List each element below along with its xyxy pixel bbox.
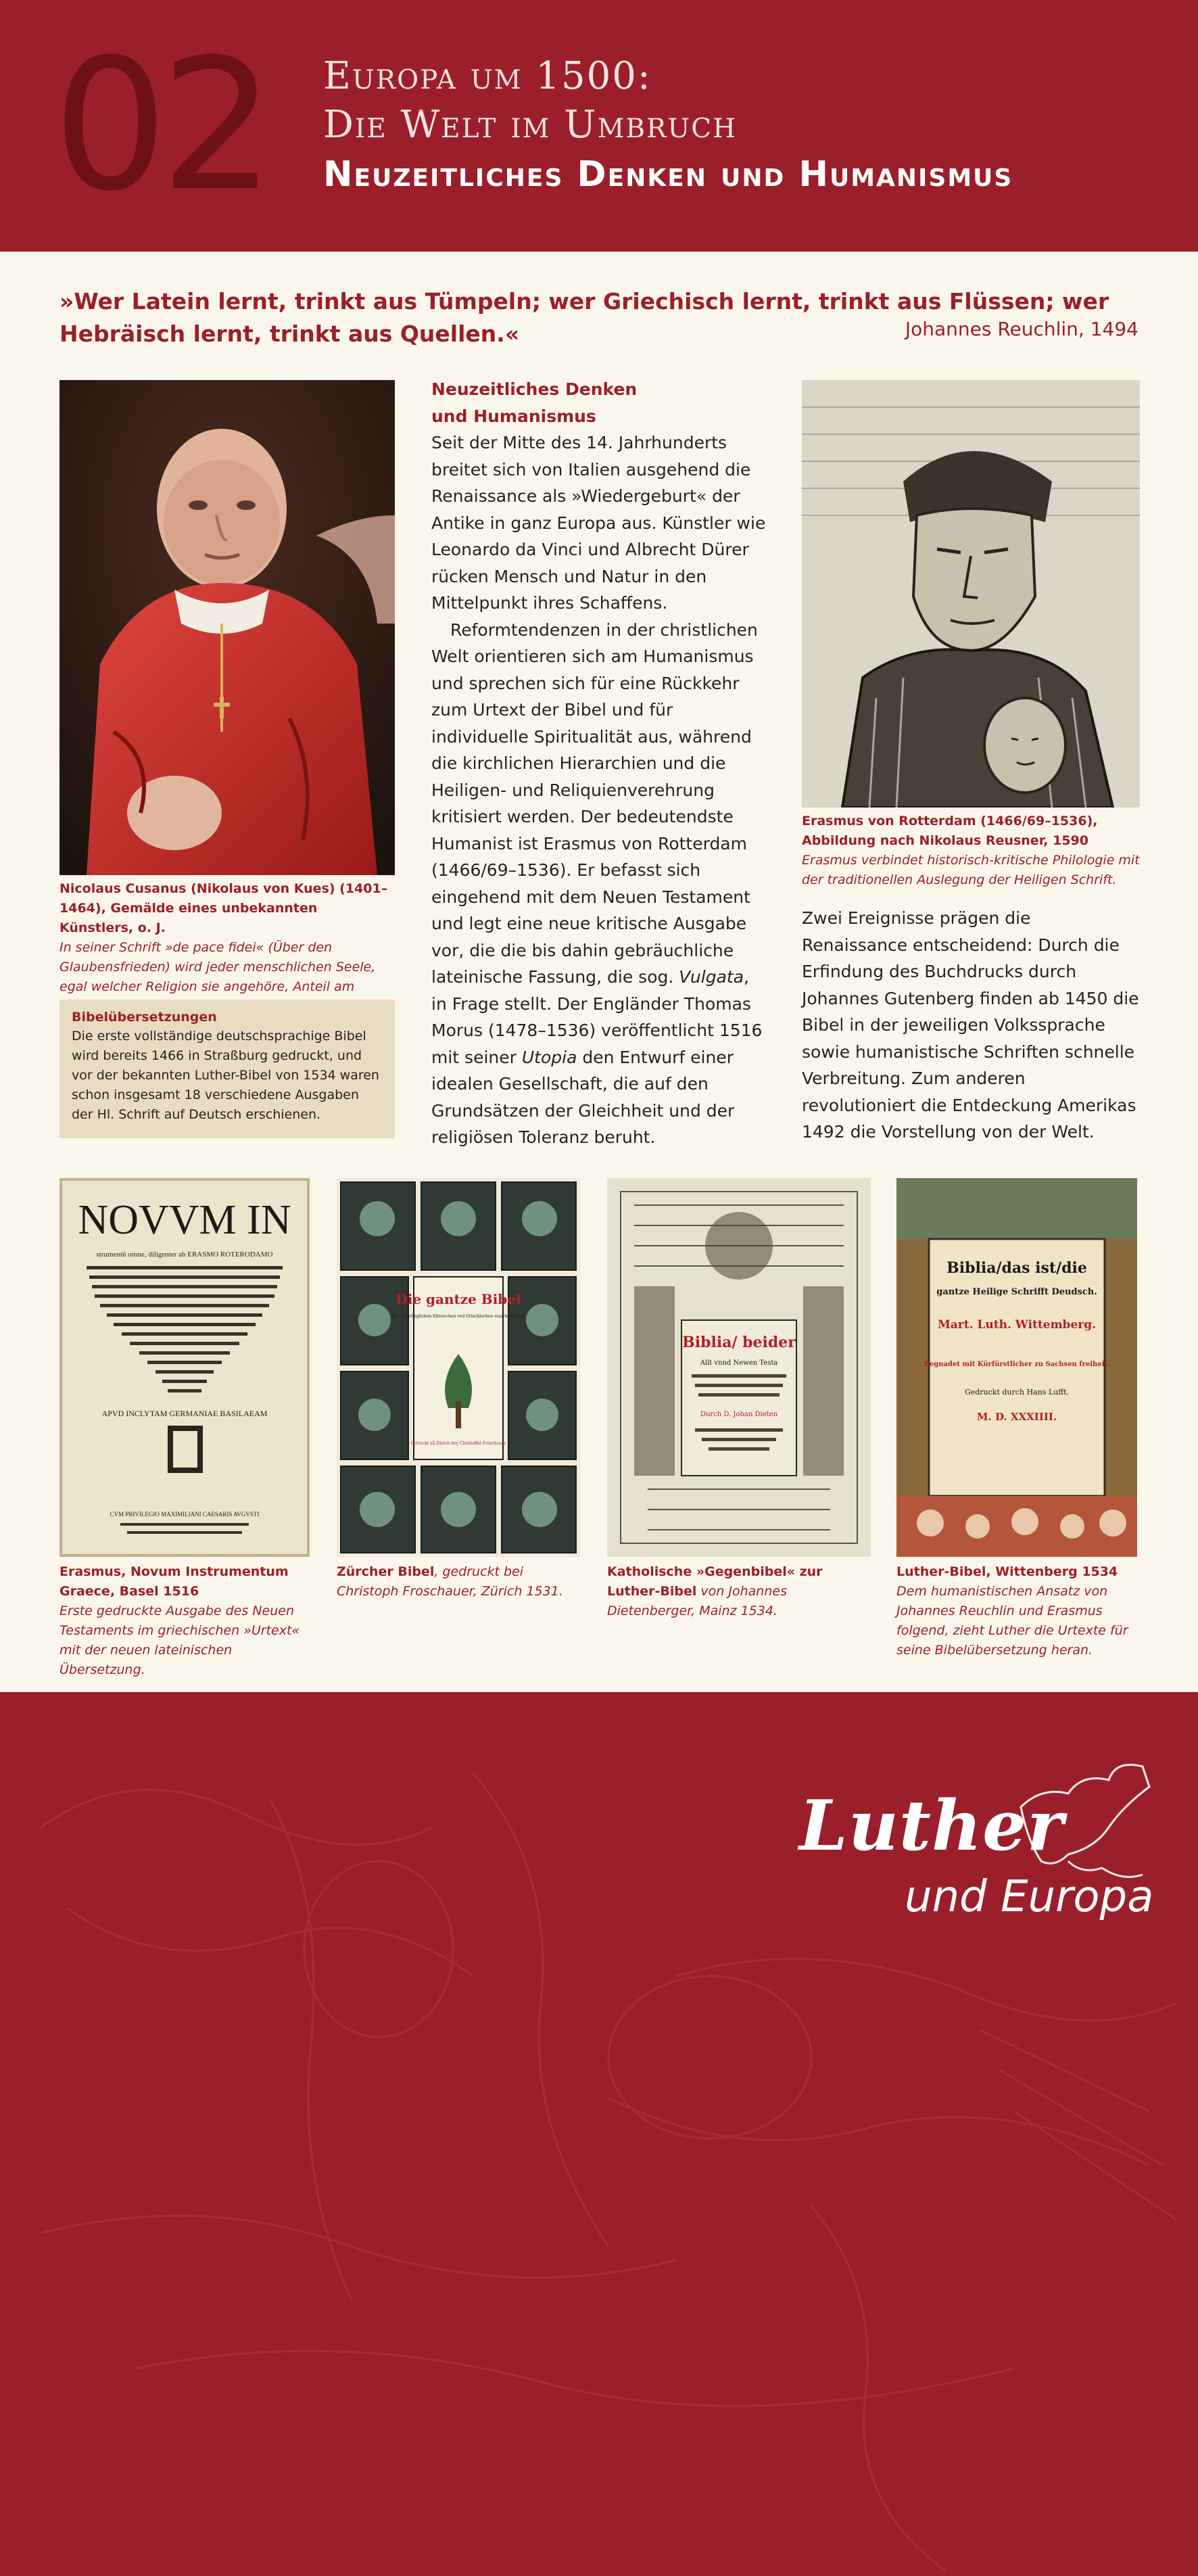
luther-printer-text: Gedruckt durch Hans Lufft.: [964, 1388, 1070, 1397]
cusanus-caption-body: In seiner Schrift »de pace fidei« (Über den Glaubensfrieden) wird jeder menschlichen Seele, egal welcher Religion sie angehöre, Anteil am: [59, 940, 376, 994]
book-caption-4: [896, 1562, 1137, 1660]
book-2-title: Zürcher Bibel: [337, 1564, 435, 1579]
book-4-title: Luther-Bibel, Wittenberg 1534: [896, 1564, 1118, 1579]
quote-author: Johannes Reuchlin, 1494: [905, 318, 1139, 340]
cusanus-portrait: [59, 380, 395, 875]
novum-instrumentum-cover: [59, 1178, 310, 1557]
luther-subtitle-text: gantze Heilige Schrifft Deudsch.: [936, 1287, 1097, 1297]
novum-imprint-text: APVD INCLYTAM GERMANIAE BASILAEAM: [101, 1409, 268, 1418]
article-p2-part-1: Reformtendenzen in der christlichen Welt orientieren sich am Humanismus und sprechen sich für eine Rückkehr zum Urtext der Bibel und für individuelle Spiritualität aus, während die kirchlichen Hierarchien und die Heiligen- und Reliquienverehrung kritisiert werden. Der bedeutendste Humanist ist Erasmus von Rotterdam (1466/69–1536). Er befasst sich eingehend mit dem Neuen Testament und legt eine neue kritische Ausgabe vor, die die bis dahin gebräuchliche lateinische Fassung, die sog.: [431, 619, 758, 987]
luther-author-text: Mart. Luth. Wittemberg.: [937, 1318, 1097, 1332]
erasmus-woodcut-image: [802, 380, 1140, 807]
dieten-title-text: Biblia/ beider: [682, 1334, 796, 1351]
dietenberger-bibel-image: [607, 1178, 871, 1557]
novum-title-text: NOVVM IN: [78, 1197, 291, 1243]
article-p2-part-2: , in Frage stellt. Der Engländer Thomas Morus (1478–1536) veröffentlicht 1516 mit seiner: [431, 967, 763, 1067]
erasmus-portrait: [802, 380, 1140, 807]
headline-main: Neuzeitliches Denken und Humanismus: [323, 154, 1013, 195]
book-2-body: , gedruckt bei Christoph Froschauer, Zürich 1531.: [337, 1564, 563, 1599]
main-article: [431, 376, 769, 1151]
book-caption-2: [337, 1562, 580, 1601]
article-paragraph-1: Seit der Mitte des 14. Jahrhunderts breitet sich von Italien ausgehend die Renaissance als »Wiedergeburt« der Antike in ganz Europa aus. Künstler wie Leonardo da Vinci und Albrecht Dürer rücken Mensch und Natur in den Mittelpunkt ihres Schaffens.: [431, 433, 766, 613]
dieten-author-text: Durch D. Johan Dieten: [700, 1411, 778, 1418]
dietenberger-bibel-cover: [607, 1178, 871, 1557]
article-title-line-2: und Humanismus: [431, 406, 596, 426]
article-p2-part-3: den Entwurf einer idealen Gesellschaft, die auf den Grundsätzen der Gleichheit und der religiösen Toleranz beruht.: [431, 1047, 735, 1147]
cusanus-caption: [59, 879, 395, 1016]
luther-privilege-text: Begnadet mit Kürfürstlicher zu Sachsen freiheit.: [924, 1361, 1110, 1368]
novum-instrumentum-image: [59, 1178, 310, 1557]
article-p2-vulgata: Vulgata: [679, 967, 744, 987]
bible-translations-box: [59, 1000, 395, 1138]
book-4-body: Dem humanistischen Ansatz von Johannes Reuchlin und Erasmus folgend, zieht Luther die Urtexte für seine Bibelübersetzung heran.: [896, 1584, 1128, 1658]
book-1-title: Erasmus, Novum Instrumentum Graece, Basel 1516: [59, 1564, 289, 1599]
article-p2-utopia: Utopia: [521, 1047, 577, 1067]
info-box-body: Die erste vollständige deutschsprachige Bibel wird bereits 1466 in Straßburg gedruckt, und vor der bekannten Luther-Bibel von 1534 waren schon insgesamt 18 verschiedene Ausgaben der Hl. Schrift auf Deutsch erschienen.: [72, 1029, 379, 1122]
zurich-subtitle-text: der vrsprünglichen Ebraischen vnd Griechischen waarheyt nach: [391, 1314, 525, 1319]
logo-und-europa: und Europa: [905, 1872, 1154, 1922]
novum-subtitle-text: strumentū omne, diligenter ab ERASMO ROTERODAMO: [96, 1250, 273, 1259]
erasmus-caption-title: Erasmus von Rotterdam (1466/69–1536), Abbildung nach Nikolaus Reusner, 1590: [802, 814, 1098, 848]
article-title-line-1: Neuzeitliches Denken: [431, 379, 638, 399]
book-caption-3: [607, 1562, 871, 1621]
cusanus-portrait-image: [59, 380, 395, 875]
zuercher-bibel-image: [337, 1178, 580, 1557]
luther-bibel-image: [896, 1178, 1137, 1557]
erasmus-caption-body: Erasmus verbindet historisch-kritische Philologie mit der traditionellen Auslegung der Heiligen Schrift.: [802, 853, 1140, 887]
zurich-title-text: Die gantze Bibel: [396, 1291, 521, 1307]
novum-privilege-text: CVM PRIVILEGIO MAXIMILIANI CAESARIS AVGVSTI: [110, 1511, 260, 1518]
info-box-title: Bibelübersetzungen: [72, 1010, 217, 1025]
header-banner: [0, 0, 1198, 252]
logo-luther: Luther: [799, 1785, 1064, 1867]
quote-text: »Wer Latein lernt, trinkt aus Tümpeln; wer Griechisch lernt, trinkt aus Flüssen; wer Hebräisch lernt, trinkt aus Quellen.«: [59, 288, 1109, 347]
renaissance-events-text: Zwei Ereignisse prägen die Renaissance entscheidend: Durch die Erfindung des Buchdrucks durch Johannes Gutenberg finden ab 1450 die Bibel in der jeweiligen Volkssprache sowie humanistische Schriften schnelle Verbreitung. Zum anderen revolutioniert die Entdeckung Amerikas 1492 die Vorstellung von der Welt.: [802, 908, 1139, 1142]
luther-bibel-cover: [896, 1178, 1137, 1557]
luther-title-text: Biblia/das ist/die: [947, 1259, 1087, 1277]
zuercher-bibel-cover: [337, 1178, 580, 1557]
cusanus-caption-title: Nicolaus Cusanus (Nikolaus von Kues) (1401–1464), Gemälde eines unbekannten Künstlers, o. J.: [59, 881, 388, 935]
zurich-imprint-text: Getruckt zů Zürich bey Christoffel Froschouer: [410, 1441, 506, 1446]
book-3-title: Katholische »Gegenbibel« zur Luther-Bibel: [607, 1564, 823, 1599]
headline-line-1: Europa um 1500:: [323, 54, 652, 98]
section-number: 02: [53, 20, 268, 231]
headline-line-2: Die Welt im Umbruch: [323, 103, 738, 147]
book-1-body: Erste gedruckte Ausgabe des Neuen Testaments im griechischen »Urtext« mit der neuen lateinischen Übersetzung.: [59, 1603, 300, 1677]
book-3-body: von Johannes Dietenberger, Mainz 1534.: [607, 1584, 787, 1618]
erasmus-caption: [802, 812, 1140, 890]
book-caption-1: [59, 1562, 316, 1680]
article-paragraph-2: [431, 617, 769, 1151]
luther-year-text: M. D. XXXIIII.: [976, 1411, 1057, 1423]
dieten-subtitle-text: Allt vnnd Newen Testa: [700, 1359, 778, 1367]
